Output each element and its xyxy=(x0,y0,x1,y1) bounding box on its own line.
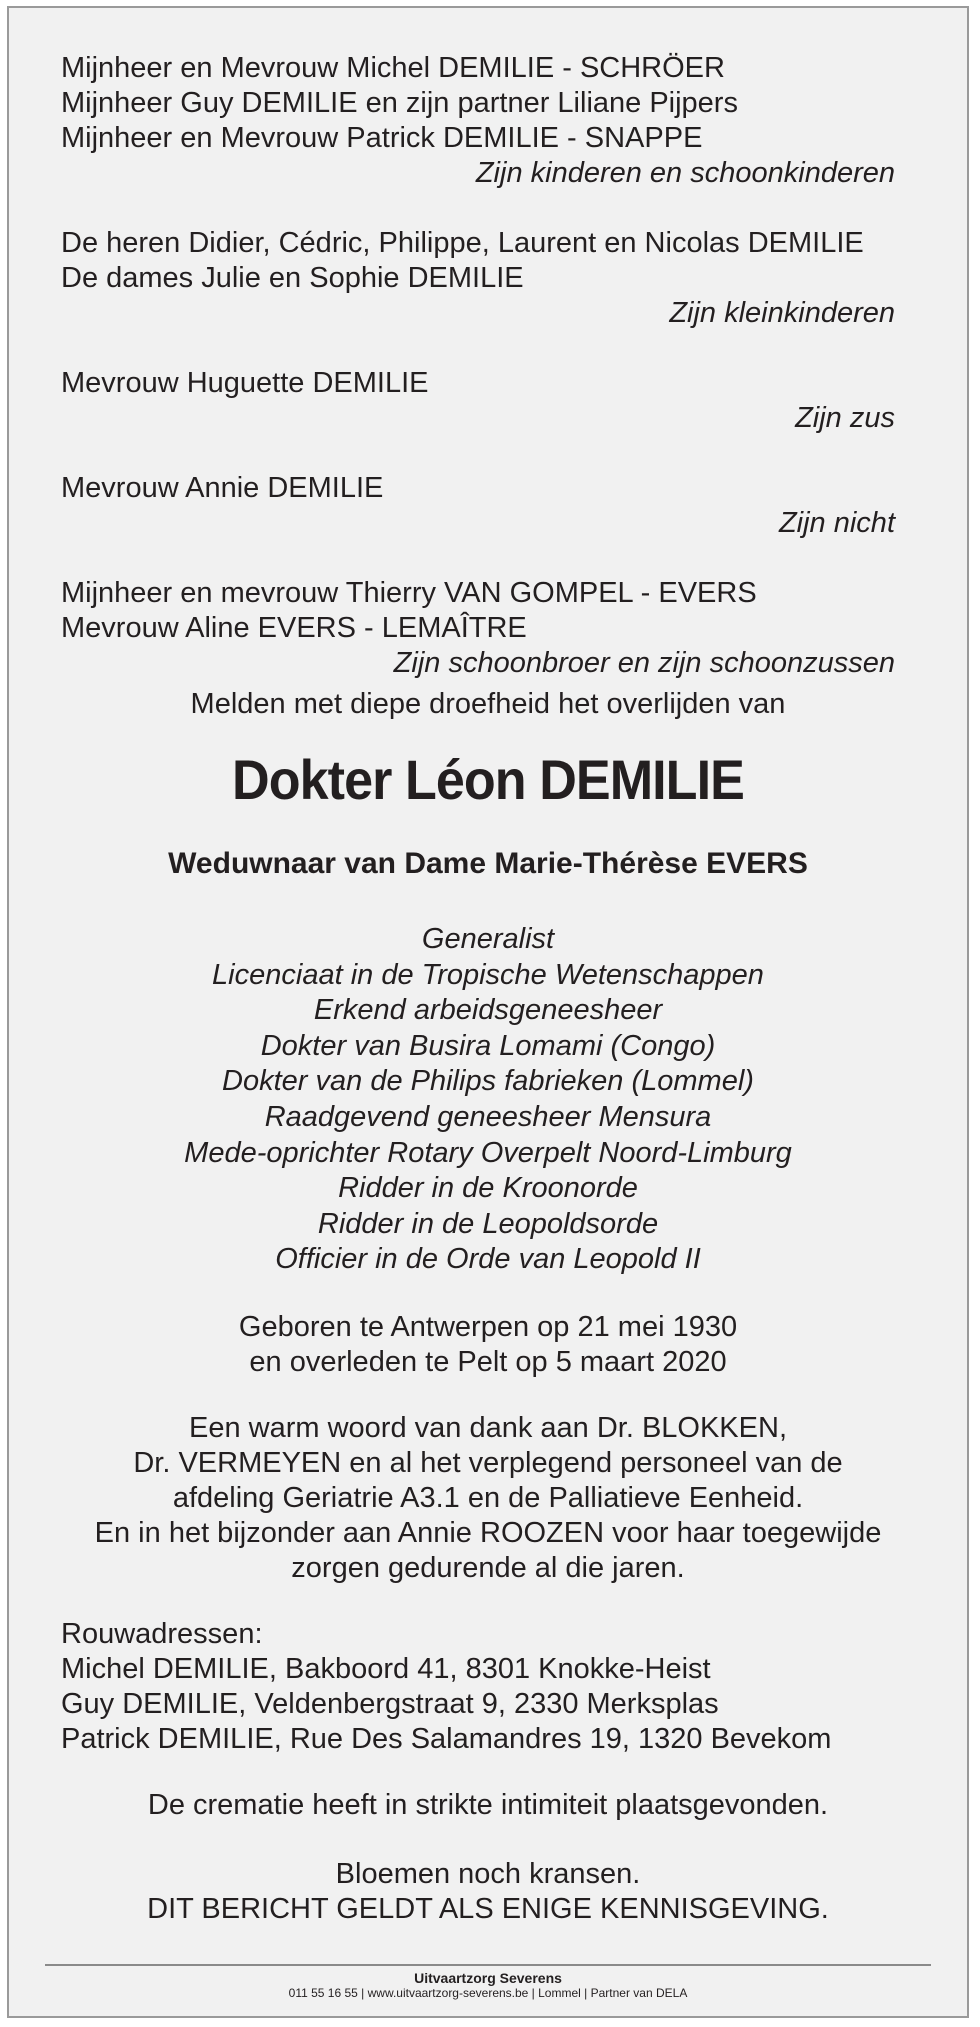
family-line: Mevrouw Huguette DEMILIE xyxy=(61,367,429,399)
birth-line: Geboren te Antwerpen op 21 mei 1930 xyxy=(238,1310,738,1343)
title-item: Mede-oprichter Rotary Overpelt Noord-Limburg xyxy=(184,1136,792,1169)
family-line: Mevrouw Aline EVERS - LEMAÎTRE xyxy=(61,612,527,644)
address-line: Guy DEMILIE, Veldenbergstraat 9, 2330 Merksplas xyxy=(61,1687,719,1720)
thanks-line: Dr. VERMEYEN en al het verplegend personeel van de xyxy=(133,1446,843,1479)
family-role: Zijn kleinkinderen xyxy=(669,297,895,329)
title-item: Erkend arbeidsgeneesheer xyxy=(313,994,663,1027)
family-group-grandchildren xyxy=(61,226,915,331)
cremation-line: De crematie heeft in strikte intimiteit plaatsgevonden. xyxy=(147,1788,829,1821)
flowers-note xyxy=(61,1857,915,1927)
title-item: Officier in de Orde van Leopold II xyxy=(275,1243,701,1276)
family-role: Zijn zus xyxy=(795,402,895,434)
family-line: De heren Didier, Cédric, Philippe, Laurent en Nicolas DEMILIE xyxy=(61,227,864,259)
family-line: De dames Julie en Sophie DEMILIE xyxy=(61,262,524,294)
thanks-line: En in het bijzonder aan Annie ROOZEN voor haar toegewijde xyxy=(94,1516,882,1549)
thanks-line: Een warm woord van dank aan Dr. BLOKKEN, xyxy=(188,1411,787,1444)
thanks-line: zorgen gedurende al die jaren. xyxy=(291,1551,685,1584)
flowers-line: Bloemen noch kransen. xyxy=(335,1857,641,1890)
addresses-heading: Rouwadressen: xyxy=(61,1617,263,1650)
birth-death-info xyxy=(61,1310,915,1380)
announcement-text: Melden met diepe droefheid het overlijden van xyxy=(190,688,786,720)
family-role: Zijn schoonbroer en zijn schoonzussen xyxy=(393,647,895,679)
family-group-niece xyxy=(61,471,915,541)
family-line: Mijnheer Guy DEMILIE en zijn partner Liliane Pijpers xyxy=(61,87,738,119)
family-group-in-laws xyxy=(61,576,915,681)
family-line: Mevrouw Annie DEMILIE xyxy=(61,472,384,504)
title-item: Ridder in de Leopoldsorde xyxy=(317,1207,659,1240)
address-line: Patrick DEMILIE, Rue Des Salamandres 19, 1320 Bevekom xyxy=(61,1722,832,1755)
family-line: Mijnheer en Mevrouw Michel DEMILIE - SCHRÖER xyxy=(61,52,725,84)
family-role: Zijn nicht xyxy=(778,507,895,539)
thanks-line: afdeling Geriatrie A3.1 en de Palliatieve Eenheid. xyxy=(172,1481,804,1514)
funeral-home-name: Uitvaartzorg Severens xyxy=(414,1970,562,1986)
funeral-home-footer xyxy=(45,1964,931,2001)
address-line: Michel DEMILIE, Bakboord 41, 8301 Knokke-Heist xyxy=(61,1652,711,1685)
title-item: Raadgevend geneesheer Mensura xyxy=(264,1100,712,1133)
death-line: en overleden te Pelt op 5 maart 2020 xyxy=(249,1345,727,1378)
thanks-paragraph xyxy=(61,1411,915,1586)
title-item: Ridder in de Kroonorde xyxy=(338,1172,638,1205)
title-item: Generalist xyxy=(421,923,555,955)
obituary-notice xyxy=(7,6,969,2018)
title-item: Dokter van de Philips fabrieken (Lommel) xyxy=(222,1065,754,1098)
title-item: Dokter van Busira Lomami (Congo) xyxy=(260,1029,716,1062)
titles-list xyxy=(61,922,915,1278)
funeral-home-info: 011 55 16 55 | www.uitvaartzorg-severens.be | Lommel | Partner van DELA xyxy=(288,1986,688,2000)
family-line: Mijnheer en mevrouw Thierry VAN GOMPEL - EVERS xyxy=(61,577,757,609)
family-group-sister xyxy=(61,366,915,436)
notice-content xyxy=(61,51,915,1927)
family-line: Mijnheer en Mevrouw Patrick DEMILIE - SNAPPE xyxy=(61,122,703,154)
title-item: Licenciaat in de Tropische Wetenschappen xyxy=(212,958,764,991)
family-role: Zijn kinderen en schoonkinderen xyxy=(475,157,895,189)
widower-of: Weduwnaar van Dame Marie-Thérèse EVERS xyxy=(168,847,808,880)
cremation-note xyxy=(61,1788,915,1823)
mourning-addresses xyxy=(61,1617,915,1757)
notice-line: DIT BERICHT GELDT ALS ENIGE KENNISGEVING. xyxy=(147,1892,829,1925)
deceased-name: Dokter Léon DEMILIE xyxy=(232,748,744,811)
family-group-children xyxy=(61,51,915,191)
